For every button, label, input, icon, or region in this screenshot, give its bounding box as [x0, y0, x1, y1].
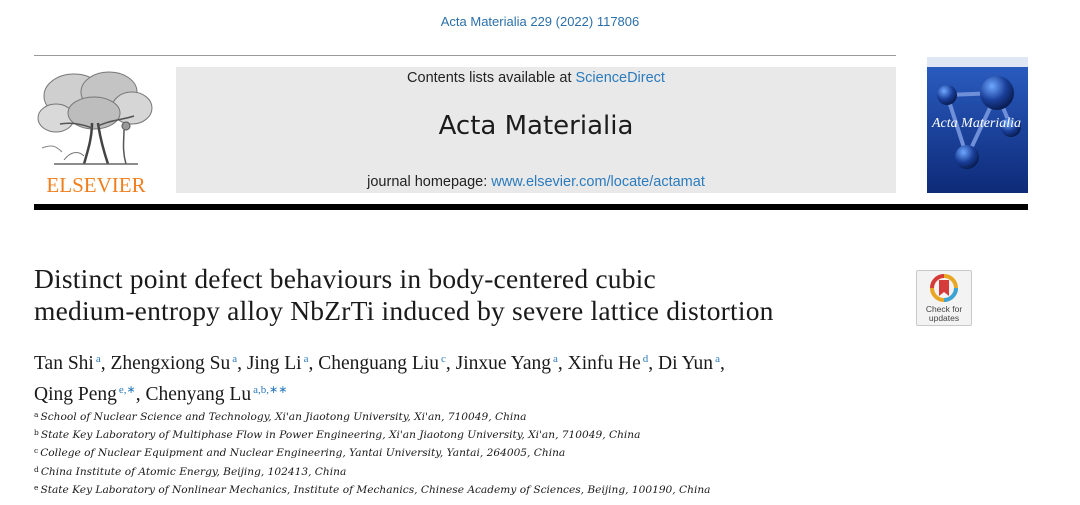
journal-title: Acta Materialia [438, 111, 634, 141]
check-updates-line1: Check for [925, 304, 963, 314]
affiliation-item: $^e$ State Key Laboratory of Nonlinear Mechanics, Institute of Mechanics, Chinese Academy of Sciences, Beijing, 100190, China [34, 482, 711, 496]
author-item[interactable]: Zhengxiong Su $^a$ [110, 353, 238, 374]
author-item[interactable]: Jinxue Yang $^a$ [455, 353, 558, 374]
author-list: Tan Shi $^a$, Zhengxiong Su $^a$, Jing Li $^a$, Chenguang Liu $^c$, Jinxue Yang $^a$, Xinfu He $^d$, Di Yun $^a$, Qing Peng $^{e,∗}$, Chenyang Lu $^{a,b,∗∗}$ [34, 353, 725, 405]
paper-title-line1: Distinct point defect behaviours in body-centered cubic [34, 263, 656, 294]
affiliation-item: $^b$ State Key Laboratory of Multiphase Flow in Power Engineering, Xi'an Jiaotong University, Xi'an, 710049, China [34, 428, 641, 442]
affiliation-item: $^a$ School of Nuclear Science and Technology, Xi'an Jiaotong University, Xi'an, 710049, China [34, 410, 527, 423]
cover-journal-name: Acta Materialia [932, 116, 1022, 131]
journal-citation: Acta Materialia 229 (2022) 117806 [440, 14, 640, 29]
check-updates-icon [917, 271, 971, 305]
paper-title [34, 263, 894, 327]
contents-line [176, 70, 896, 86]
journal-cover-image[interactable] [927, 57, 1028, 193]
sciencedirect-link[interactable]: ScienceDirect [575, 70, 665, 86]
paper-title-line2: medium-entropy alloy NbZrTi induced by severe lattice distortion [34, 295, 774, 326]
check-for-updates-button[interactable] [916, 270, 972, 326]
author-item[interactable]: Tan Shi $^a$ [34, 353, 101, 374]
contents-prefix: Contents lists available at [407, 70, 576, 86]
author-item[interactable]: Chenguang Liu $^c$ [318, 353, 446, 374]
affiliation-item: $^d$ China Institute of Atomic Energy, Beijing, 102413, China [34, 464, 347, 478]
affiliation-item: $^c$ College of Nuclear Equipment and Nuclear Engineering, Yantai University, Yantai, 264005, China [34, 446, 566, 460]
journal-banner [176, 67, 896, 193]
header-divider [34, 55, 896, 56]
author-item[interactable]: Qing Peng $^{e,∗}$ [34, 384, 136, 405]
elsevier-wordmark: ELSEVIER [46, 173, 146, 195]
elsevier-logo [34, 68, 158, 195]
journal-homepage-link[interactable]: www.elsevier.com/locate/actamat [491, 174, 705, 190]
author-item[interactable]: Di Yun $^a$ [657, 353, 720, 374]
homepage-prefix: journal homepage: [367, 174, 492, 190]
check-updates-line2: updates [928, 313, 960, 323]
author-item[interactable]: Xinfu He $^d$ [567, 353, 649, 374]
author-item[interactable]: Jing Li $^a$ [246, 353, 309, 374]
affiliation-list [34, 407, 934, 498]
author-item[interactable]: Chenyang Lu $^{a,b,∗∗}$ [145, 384, 288, 405]
tree-of-knowledge-icon [34, 68, 158, 195]
header-thick-rule [34, 204, 1028, 210]
homepage-line [176, 174, 896, 190]
